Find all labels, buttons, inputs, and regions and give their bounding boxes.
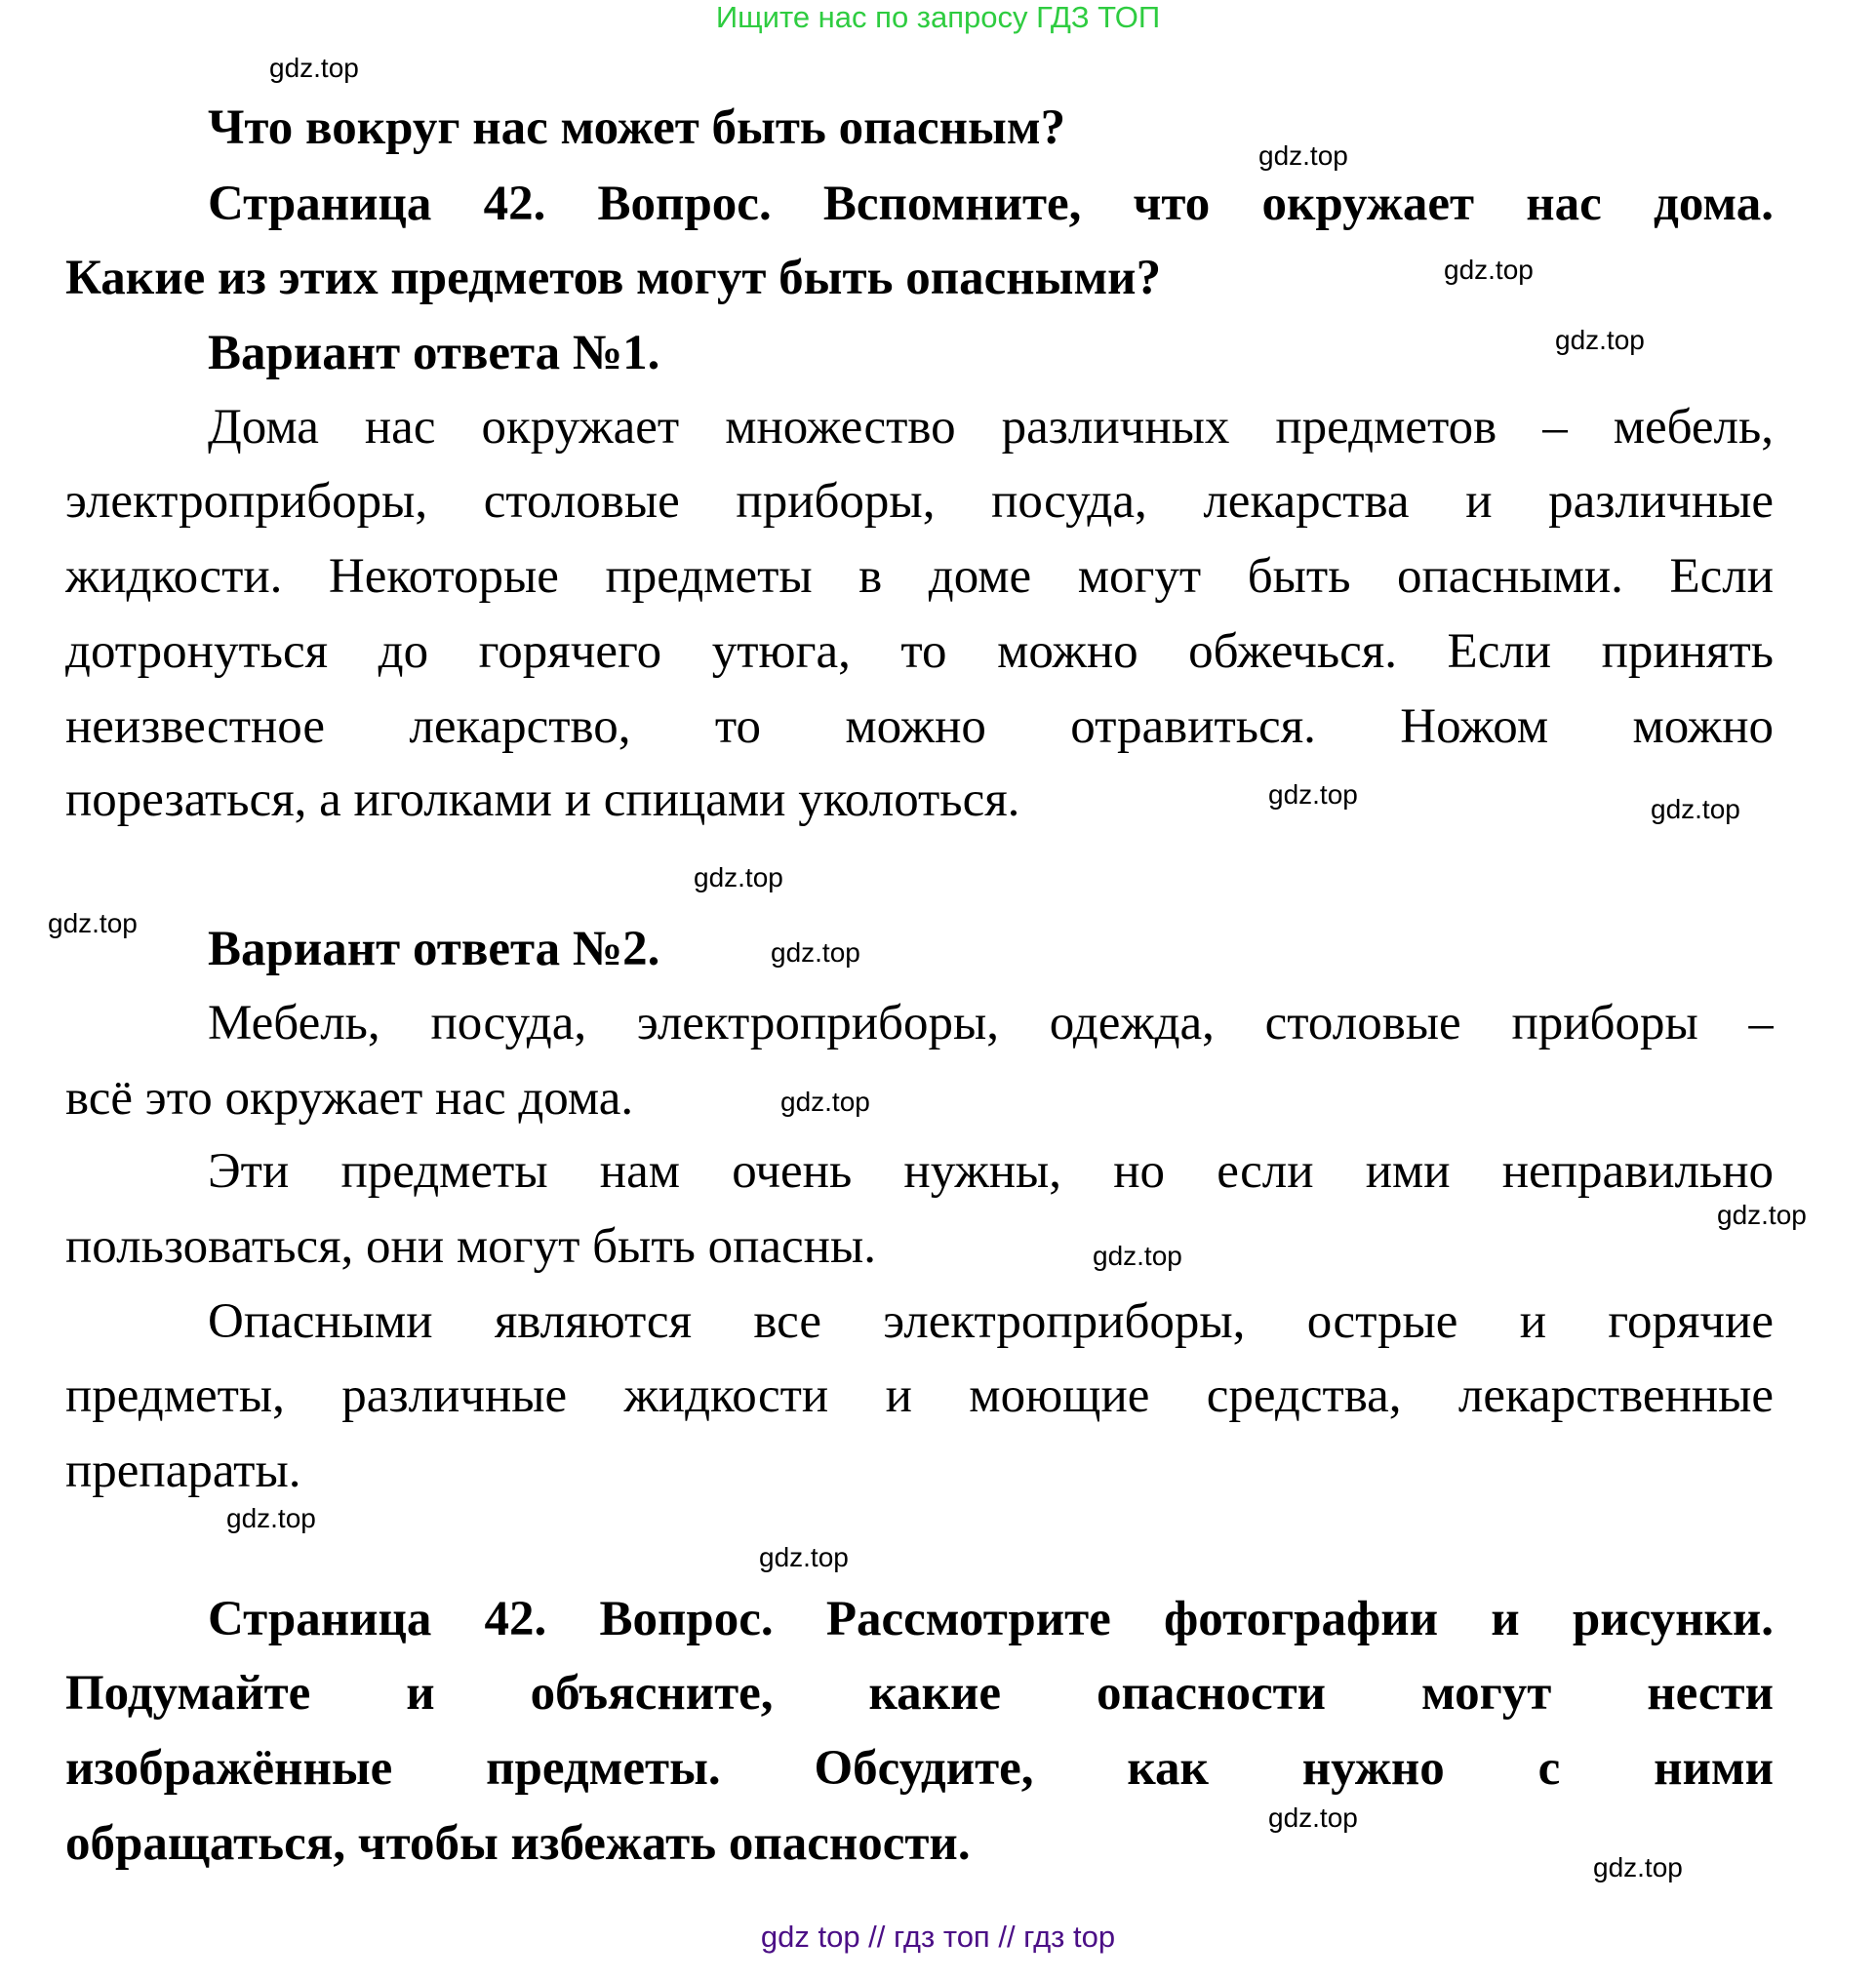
answer-2-line: препараты.	[65, 1444, 301, 1498]
watermark: gdz.top	[1717, 1200, 1807, 1230]
watermark: gdz.top	[1444, 255, 1534, 285]
question-2-line: обращаться, чтобы избежать опасности.	[65, 1816, 971, 1871]
answer-1-line: порезаться, а иголками и спицами уколоться.	[65, 773, 1020, 827]
answer-2-line: Опасными являются все электроприборы, острые и горячие	[208, 1294, 1774, 1349]
watermark: gdz.top	[771, 937, 860, 968]
answer-2-line: всё это окружает нас дома.	[65, 1071, 634, 1126]
watermark: gdz.top	[1093, 1241, 1182, 1271]
watermark: gdz.top	[48, 908, 138, 938]
answer-1-heading: Вариант ответа №1.	[208, 326, 660, 380]
watermark: gdz.top	[780, 1087, 870, 1117]
answer-2-line: Мебель, посуда, электроприборы, одежда, столовые приборы –	[208, 996, 1774, 1050]
answer-1-line: дотронуться до горячего утюга, то можно обжечься. Если принять	[65, 624, 1774, 679]
watermark: gdz.top	[759, 1542, 849, 1572]
watermark: gdz.top	[269, 53, 359, 83]
watermark: gdz.top	[1268, 779, 1358, 810]
question-2-line: изображённые предметы. Обсудите, как нужно с ними	[65, 1741, 1774, 1796]
watermark: gdz.top	[1651, 794, 1740, 824]
footer-links[interactable]: gdz top // гдз топ // гдз top	[760, 1920, 1116, 1954]
answer-2-heading: Вариант ответа №2.	[208, 922, 660, 976]
question-1-line: Какие из этих предметов могут быть опасными?	[65, 251, 1162, 305]
answer-2-line: Эти предметы нам очень нужны, но если ими неправильно	[208, 1144, 1774, 1199]
answer-1-line: электроприборы, столовые приборы, посуда, лекарства и различные	[65, 474, 1774, 529]
question-2-line: Страница 42. Вопрос. Рассмотрите фотографии и рисунки.	[208, 1592, 1774, 1646]
question-1-line: Страница 42. Вопрос. Вспомните, что окружает нас дома.	[208, 177, 1774, 231]
watermark: gdz.top	[694, 862, 783, 892]
watermark: gdz.top	[1555, 325, 1645, 355]
answer-1-line: Дома нас окружает множество различных предметов – мебель,	[208, 400, 1774, 455]
search-promo-banner[interactable]: Ищите нас по запросу ГДЗ ТОП	[715, 0, 1161, 34]
watermark: gdz.top	[1258, 140, 1348, 171]
answer-2-line: предметы, различные жидкости и моющие средства, лекарственные	[65, 1368, 1774, 1423]
answer-2-line: пользоваться, они могут быть опасны.	[65, 1219, 876, 1274]
watermark: gdz.top	[226, 1503, 316, 1533]
answer-1-line: жидкости. Некоторые предметы в доме могут быть опасными. Если	[65, 549, 1774, 604]
watermark: gdz.top	[1593, 1852, 1683, 1882]
answer-1-line: неизвестное лекарство, то можно отравиться. Ножом можно	[65, 699, 1774, 754]
section-title: Что вокруг нас может быть опасным?	[208, 100, 1066, 155]
question-2-line: Подумайте и объясните, какие опасности могут нести	[65, 1666, 1774, 1721]
watermark: gdz.top	[1268, 1803, 1358, 1833]
